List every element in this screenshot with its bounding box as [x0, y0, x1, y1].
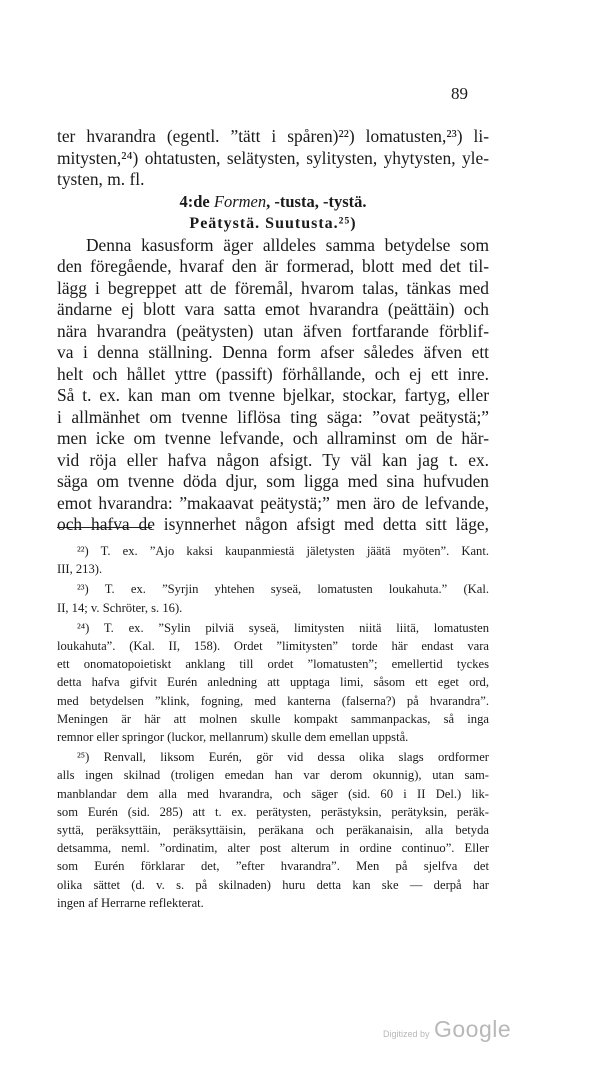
- text-line: den föregående, hvaraf den är formerad, blott med det til-: [57, 256, 489, 276]
- footnote-line: ²³) T. ex. ”Syrjin yhtehen syseä, lomatusten loukahuta.” (Kal.: [77, 582, 489, 597]
- footnote-line: som Eurén (sid. 285) att t. ex. perätysten, perästyksin, perätyksin, peräk-: [57, 804, 489, 819]
- section-form-word: Formen: [213, 191, 267, 211]
- footnote-line: ²²) T. ex. ”Ajo kaksi kaupanmiestä jäletysten jäätä myöten”. Kant.: [77, 544, 489, 558]
- footnote-line: ²⁴) T. ex. ”Sylin pilviä syseä, limitysten niitä liitä, lomatusten: [77, 620, 490, 635]
- text-line: tysten, m. fl.: [57, 169, 145, 189]
- text-line: och hafva de isynnerhet någon afsigt med detta sitt läge,: [57, 514, 489, 534]
- text-line: lägg i begreppet att de föremål, hvarom talas, tänkas med: [57, 277, 489, 298]
- watermark-brand: Google: [433, 1016, 512, 1042]
- footnote-marker: ²²): [77, 544, 89, 558]
- footnote-line: detta hafva gifvit Eurén anledning att upptaga limi, såsom ett eget ord,: [57, 675, 489, 690]
- text-line: Så t. ex. kan man om tvenne bjelkar, stockar, fartyg, eller: [57, 385, 489, 405]
- footnote-line: ²⁵) Renvall, liksom Eurén, gör vid dessa olika slags ordformer: [77, 750, 489, 765]
- text-line: Denna kasusform äger alldeles samma betydelse som: [86, 234, 489, 255]
- section-suffixes: , -tusta, -tystä.: [266, 191, 367, 211]
- text-line: ter hvarandra (egentl. ”tätt i spåren)²²) lomatusten,²³) li-: [57, 126, 489, 146]
- footnote-marker: ²⁴): [77, 620, 90, 635]
- section-subheading: Peätystä. Suutusta.²⁵): [189, 214, 357, 232]
- text-line: nära hvarandra (peätysten) utan äfven fortfarande förblif-: [57, 320, 489, 341]
- text-line: va i denna ställning. Denna form afser således äfven ett: [57, 342, 489, 362]
- digitized-watermark: [383, 1016, 511, 1043]
- footnote-line: olika sättet (d. v. s. på skilnaden) huru detta kan ske — derpå har: [57, 877, 489, 892]
- footnote-line: remnor eller springor (luckor, mellanrum) skulle dem emellan uppstå.: [57, 730, 409, 745]
- footnote-line: som Eurén förklarar det, ”efter hvarandra”. Men på sjelfva det: [57, 859, 489, 874]
- footnotes: [57, 542, 489, 914]
- section-heading: [57, 191, 489, 213]
- footnote-line: loukahuta”. (Kal. II, 158). Ordet ”limitysten” torde här endast vara: [57, 639, 489, 654]
- footnote-line: III, 213).: [57, 562, 103, 577]
- intro-paragraph: [57, 126, 489, 191]
- footnote-line: syttä, peräksyttäin, peräksyttäisin, peräkana och peräkanaisin, alla betyda: [57, 823, 489, 838]
- footnote-25: [57, 748, 489, 912]
- footnote-23: [57, 580, 489, 616]
- text-line: emot hvarandra: ”makaavat peätystä;” men äro de lefvande,: [57, 492, 489, 513]
- footnote-line: alls ingen skilnad (troligen emedan han var derom okunnig), utan sam-: [57, 768, 489, 783]
- footnote-line: ett onomatopoietiskt anklang till ordet ”lomatusten”; emellertid tyckes: [57, 657, 489, 672]
- main-text: [57, 126, 489, 536]
- text-line: men icke om tvenne lefvande, och allraminst om de här-: [57, 428, 489, 448]
- text-line: vid röja eller hafva någon afsigt. Ty väl kan jag t. ex.: [57, 449, 489, 470]
- watermark-prefix: Digitized by: [383, 1029, 430, 1039]
- footnote-line: manblandar dem alla med hvarandra, och säger (sid. 60 i II Del.) lik-: [57, 786, 489, 801]
- text-line: helt och hållet yttre (passift) förhållande, och ej ett inre.: [57, 363, 489, 384]
- footnote-line: med betydelsen ”klink, fogning, med kanterna (falserna?) på hvarandra”.: [57, 693, 489, 708]
- footnote-divider: [57, 527, 152, 528]
- text-line: ändarne ej blott vara satta emot hvarandra (peättäin) och: [57, 299, 489, 319]
- footnote-24: [57, 619, 489, 746]
- footnote-marker: ²⁵): [77, 750, 90, 765]
- section-number: 4:de: [179, 191, 210, 211]
- footnote-22: [57, 542, 489, 578]
- footnote-line: ingen af Herrarne reflekterat.: [57, 895, 204, 910]
- page-number: 89: [451, 84, 468, 103]
- footnote-line: Meningen är här att molnen skulle kompakt sammanpackas, så ingа: [57, 711, 489, 726]
- body-paragraph: [57, 235, 489, 536]
- text-line: mitysten,²⁴) ohtatusten, selätysten, sylitysten, yhytysten, yle-: [57, 147, 489, 168]
- footnote-line: detsamma, neml. ”ordinatim, alter post alterum in ordine continuo”. Eller: [57, 841, 489, 856]
- footnote-marker: ²³): [77, 582, 89, 597]
- footnote-line: II, 14; v. Schröter, s. 16).: [57, 600, 183, 615]
- text-line: i allmänhet om tvenne liflösa ting säga: ”ovat peätystä;”: [57, 406, 489, 427]
- text-line: säga om tvenne döda djur, som ligga med sina hufvuden: [57, 471, 489, 491]
